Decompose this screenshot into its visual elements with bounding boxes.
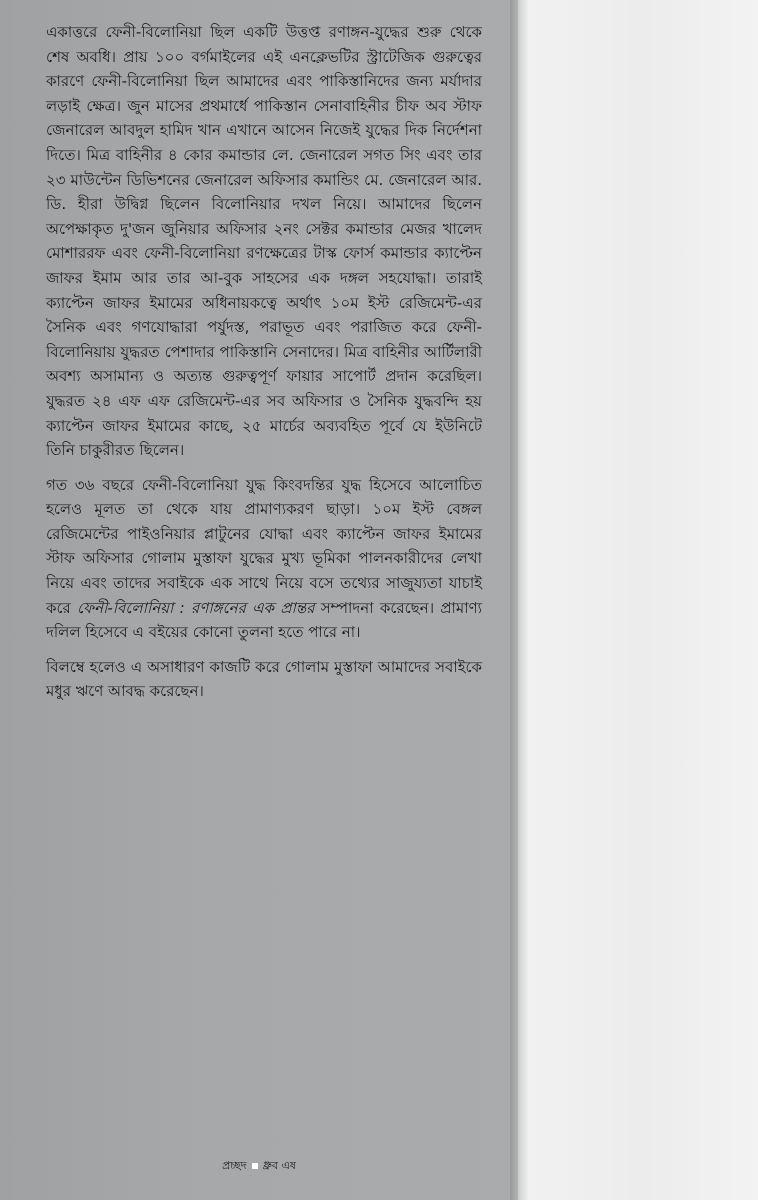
paragraph-2-text-after: সম্পাদনা করেছেন। প্রামাণ্য দলিল হিসেবে এ বইয়ের কোনো তুলনা হতে পারে না। [46,598,482,642]
panel-edge [510,0,528,1200]
blurb-paragraph-1: একাত্তরে ফেনী-বিলোনিয়া ছিল একটি উত্তপ্ত রণাঙ্গন-যুদ্ধের শুরু থেকে শেষ অবধি। প্রায় ১০০ বর্গমাইলের এই এনক্লেভটির স্ট্রাটেজিক গুরুত্বের কারণে ফেনী-বিলোনিয়া ছিল আমাদের এবং পাকিস্তানিদের জন্য মর্যাদার লড়াই ক্ষেত্র। জুন মাসের প্রথমার্ধে পাকিস্তান সেনাবাহিনীর চীফ অব স্টাফ জেনারেল আবদুল হামিদ খান এখানে আসেন নিজেই যুদ্ধের দিক নির্দেশনা দিতে। মিত্র বাহিনীর ৪ কোর কমান্ডার লে. জেনারেল সগত সিং এবং তার ২৩ মাউন্টেন ডিভিশনের জেনারেল অফিসার কমান্ডিং মে. জেনারেল আর. ডি. হীরা উদ্বিগ্ন ছিলেন বিলোনিয়ার দখল নিয়ে। আমাদের ছিলেন অপেক্ষাকৃত দু'জন জুনিয়ার অফিসার ২নং সেক্টর কমান্ডার মেজর খালেদ মোশাররফ এবং ফেনী-বিলোনিয়া রণক্ষেত্রের টাস্ক ফোর্স কমান্ডার ক্যাপ্টেন জাফর ইমাম আর তার আ-বুক সাহসের এক দঙ্গল সহযোদ্ধা। তারাই ক্যাপ্টেন জাফর ইমামের অধিনায়কত্বে অর্থাৎ ১০ম ইস্ট রেজিমেন্ট-এর সৈনিক এবং গণযোদ্ধারা পর্যুদস্ত, পরাভূত এবং পরাজিত করে ফেনী-বিলোনিয়ায় যুদ্ধরত পেশাদার পাকিস্তানি সেনাদের। মিত্র বাহিনীর আর্টিলারী অবশ্য অসামান্য ও অত্যন্ত গুরুত্বপূর্ণ ফায়ার সাপোর্ট প্রদান করেছিল। যুদ্ধরত ২৪ এফ এফ রেজিমেন্ট-এর সব অফিসার ও সৈনিক যুদ্ধবন্দি হয় ক্যাপ্টেন জাফর ইমামের কাছে, ২৫ মার্চের অব্যবহিত পূর্বে যে ইউনিটে তিনি চাকুরীরত ছিলেন। [46,23,482,460]
blurb-paragraph-2 [46,473,482,645]
cover-credit [0,1157,518,1176]
separator-square-icon [252,1163,258,1169]
book-title-italic: ফেনী-বিলোনিয়া : রণাঙ্গনের এক প্রান্তর [77,598,315,617]
blurb-text [46,20,482,714]
cover-credit-label: প্রচ্ছদ [222,1159,247,1172]
cover-credit-artist: ধ্রুব এষ [262,1159,296,1172]
blurb-paragraph-3: বিলম্বে হলেও এ অসাধারণ কাজটি করে গোলাম মুস্তাফা আমাদের সবাইকে মধুর ঋণে আবদ্ধ করেছেন। [46,657,482,701]
blank-margin [528,0,758,1200]
paragraph-2-text-before: গত ৩৬ বছরে ফেনী-বিলোনিয়া যুদ্ধ কিংবদন্তির যুদ্ধ হিসেবে আলোচিত হলেও মূলত তা থেকে যায় প্রামাণ্যকরণ ছাড়া। ১০ম ইস্ট বেঙ্গল রেজিমেন্টের পাইওনিয়ার প্লাটুনের যোদ্ধা এবং ক্যাপ্টেন জাফর ইমামের স্টাফ অফিসার গোলাম মুস্তাফা যুদ্ধের মুখ্য ভূমিকা পালনকারীদের লেখা নিয়ে এবং তাদের সবাইকে এক সাথে নিয়ে বসে তথ্যের সাজুয্যতা যাচাই করে [46,475,482,617]
